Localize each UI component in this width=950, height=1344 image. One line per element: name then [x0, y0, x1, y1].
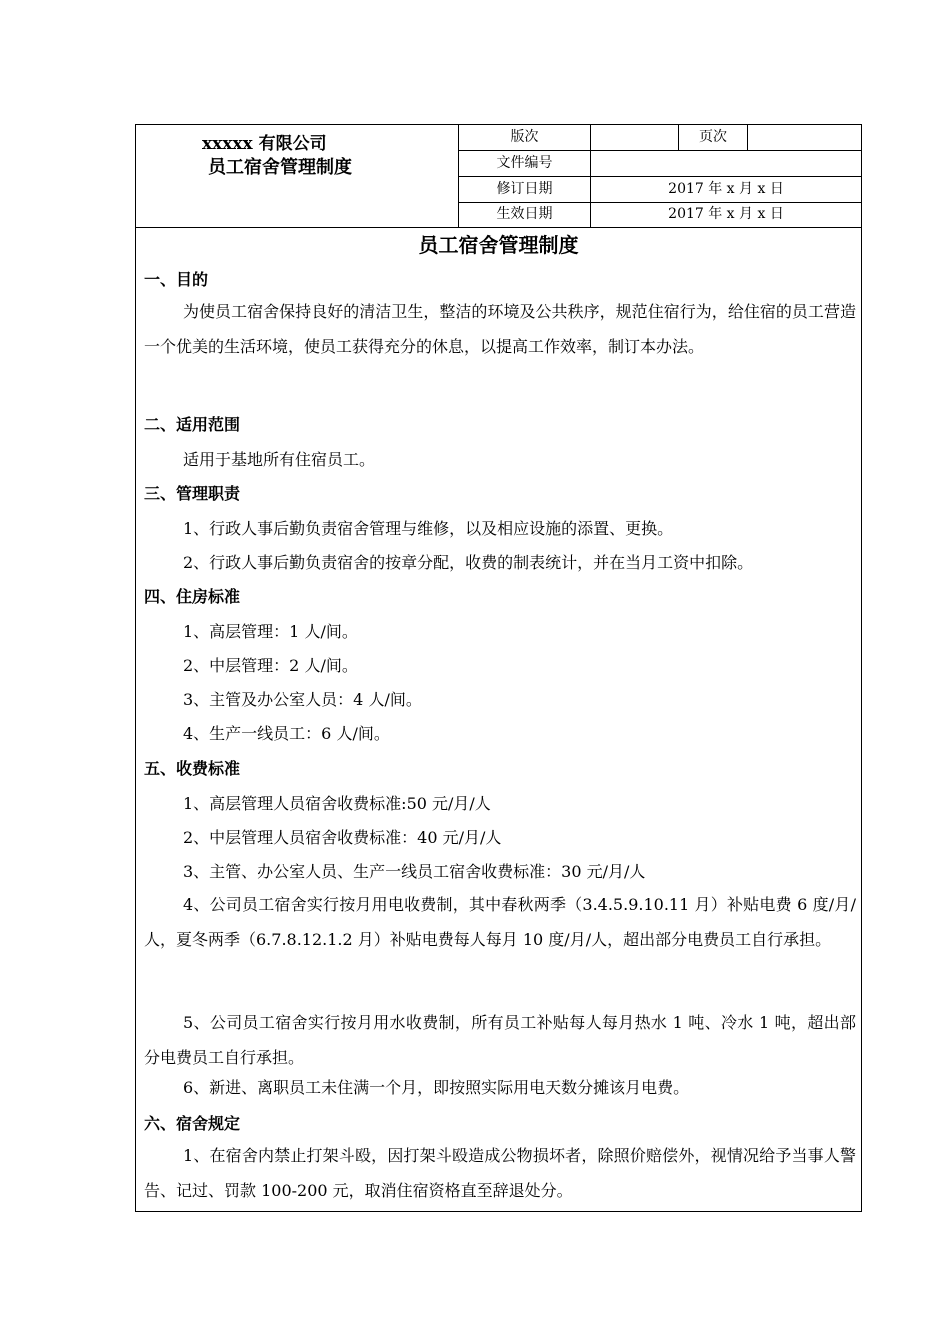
section-heading-housing: 四、住房标准: [144, 587, 241, 606]
effective-date: 2017 年 x 月 x 日: [668, 206, 784, 222]
main-title: 员工宿舍管理制度: [418, 233, 579, 257]
fee-item-6: 6、新进、离职员工未住满一个月，即按照实际用电天数分摊该月电费。: [183, 1078, 690, 1097]
page-value: [748, 125, 861, 150]
header-row-revision: [459, 177, 861, 203]
file-no-value: [591, 151, 861, 176]
header-table: [136, 125, 861, 228]
fee-item-1: 1、高层管理人员宿舍收费标准:50 元/月/人: [183, 794, 491, 813]
revision-label: 修订日期: [496, 181, 553, 197]
file-no-label: 文件编号: [496, 155, 553, 171]
scope-paragraph: 适用于基地所有住宿员工。: [183, 450, 376, 469]
housing-item-1: 1、高层管理：1 人/间。: [183, 622, 358, 641]
section-heading-purpose: 一、目的: [144, 270, 209, 289]
header-row-effective: [459, 202, 861, 227]
header-row-file-no: [459, 151, 861, 177]
version-value: [591, 125, 678, 150]
fee-item-3: 3、主管、办公室人员、生产一线员工宿舍收费标准：30 元/月/人: [183, 862, 646, 881]
housing-item-2: 2、中层管理：2 人/间。: [183, 656, 358, 675]
version-label: 版次: [510, 129, 539, 145]
responsibility-item-2: 2、行政人事后勤负责宿舍的按章分配，收费的制表统计，并在当月工资中扣除。: [183, 553, 754, 572]
header-doc-title: 员工宿舍管理制度: [208, 157, 352, 178]
rules-item-1: 1、在宿舍内禁止打架斗殴，因打架斗殴造成公物损坏者，除照价赔偿外，视情况给予当事人警告、记过、罚款 100-200 元，取消住宿资格直至辞退处分。: [144, 1146, 856, 1200]
document-frame: [135, 124, 862, 1212]
housing-item-3: 3、主管及办公室人员：4 人/间。: [183, 690, 422, 709]
fee-item-4: 4、公司员工宿舍实行按月用电收费制，其中春秋两季（3.4.5.9.10.11 月）补贴电费 6 度/月/人，夏冬两季（6.7.8.12.1.2 月）补贴电费每人每月 10 度/月/人，超出部分电费员工自行承担。: [144, 895, 856, 949]
section-heading-responsibility: 三、管理职责: [144, 484, 241, 503]
effective-label: 生效日期: [496, 206, 553, 222]
purpose-paragraph: 为使员工宿舍保持良好的清洁卫生，整洁的环境及公共秩序，规范住宿行为，给住宿的员工营造一个优美的生活环境，使员工获得充分的休息，以提高工作效率，制订本办法。: [144, 302, 856, 356]
company-name: xxxxx 有限公司: [202, 134, 327, 154]
section-heading-scope: 二、适用范围: [144, 415, 241, 434]
header-row-version: [459, 125, 861, 151]
housing-item-4: 4、生产一线员工：6 人/间。: [183, 724, 390, 743]
revision-date: 2017 年 x 月 x 日: [668, 181, 784, 197]
section-heading-fees: 五、收费标准: [144, 759, 241, 778]
header-title-cell: [136, 125, 459, 227]
section-heading-rules: 六、宿舍规定: [144, 1114, 241, 1133]
page-label: 页次: [699, 129, 727, 145]
fee-item-5: 5、公司员工宿舍实行按月用水收费制，所有员工补贴每人每月热水 1 吨、冷水 1 吨，超出部分电费员工自行承担。: [144, 1013, 856, 1067]
responsibility-item-1: 1、行政人事后勤负责宿舍管理与维修，以及相应设施的添置、更换。: [183, 519, 674, 538]
fee-item-2: 2、中层管理人员宿舍收费标准：40 元/月/人: [183, 828, 502, 847]
